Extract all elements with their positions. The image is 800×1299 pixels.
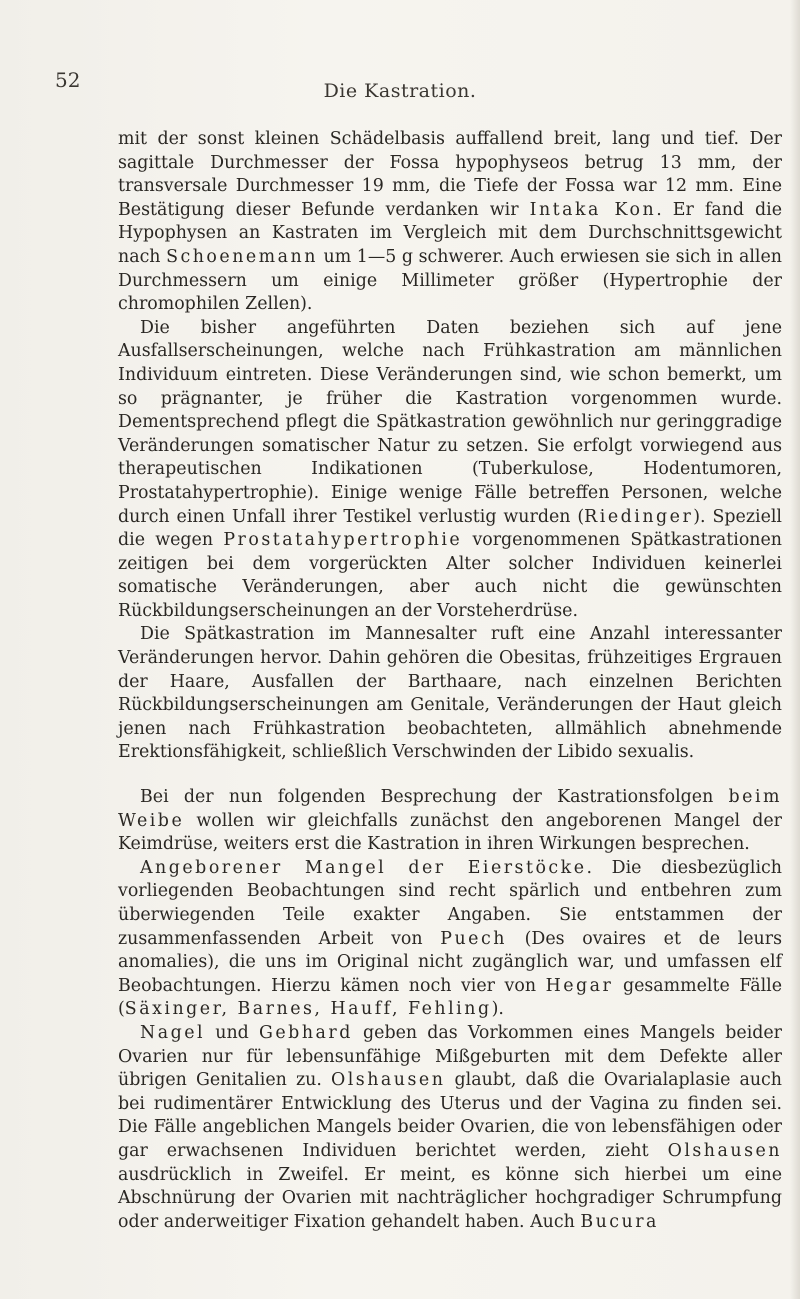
spaced-name: Prostatahypertrophie [223, 530, 463, 551]
text-run: Die bisher angeführten Daten beziehen sich auf jene Ausfallserscheinungen, welche nach Frühkastration am männlichen Individuum eintreten. Diese Veränderungen sind, wie schon bemerkt, um so prägnanter, je früher die Kastration vorgenommen wurde. Dementsprechend pflegt die Spätkastration gewöhnlich nur geringgradige Veränderungen somatischer Natur zu setzen. Sie erfolgt vorwiegend aus therapeutischen Indikationen (Tuberkulose, Hodentumoren, Prostatahypertrophie). Einige wenige Fälle betreffen Personen, welche durch einen Unfall ihrer Testikel verlustig wurden ( [118, 317, 782, 527]
page-edge-shadow [790, 0, 800, 1299]
paragraph [118, 128, 782, 317]
text-run: glaubt, daß die Ovarialaplasie auch bei rudimentärer Entwicklung des Uterus und der Vagina zu finden sei. Die Fälle angeblichen Mangels beider Ovarien, die von lebensfähigen oder gar erwachsenen Individuen berichtet werden, zieht [118, 1070, 782, 1161]
spaced-name: Hegar [545, 975, 614, 996]
text-run: ). Speziell die wegen [118, 506, 782, 551]
text-run: . Er fand die Hypophysen an Kastraten im Vergleich mit dem Durchschnittsgewicht nach [118, 199, 782, 267]
page-number: 52 [55, 68, 81, 92]
spaced-name: Riedinger [584, 506, 694, 527]
text-run: gesammelte Fälle ( [118, 975, 783, 1020]
text-run: wollen wir gleichfalls zunächst den angeborenen Mangel der Keimdrüse, weiters erst die Kastration in ihren Wirkungen besprechen. [118, 810, 782, 855]
spaced-name: Angeborener Mangel der Eierstöcke [140, 857, 587, 878]
text-run: Bei der nun folgenden Besprechung der Kastrationsfolgen [140, 787, 729, 808]
paragraph [118, 857, 782, 1022]
spaced-name: Intaka Kon [529, 199, 657, 220]
spaced-name: Bucura [580, 1211, 659, 1232]
spaced-name: Gebhard [259, 1022, 353, 1043]
spaced-name: Nagel [140, 1022, 206, 1043]
spaced-name: Säxinger, Barnes, Hauff, Fehling [124, 999, 492, 1020]
paragraph [118, 1022, 782, 1234]
text-run: und [205, 1022, 259, 1043]
text-run: (Des ovaires et de leurs anomalies), die uns im Original nicht zugänglich war, und umfassen elf Beobachtungen. Hierzu kämen noch vier von [118, 928, 782, 996]
text-run: mit der sonst kleinen Schädelbasis auffallend breit, lang und tief. Der sagittale Durchmesser der Fossa hypophyseos betrug 13 mm, der transversale Durchmesser 19 mm, die Tiefe der Fossa war 12 mm. Eine Bestätigung dieser Befunde verdanken wir [118, 129, 782, 220]
text-run: ). [491, 999, 504, 1020]
spaced-name: beim Weibe [118, 787, 782, 831]
text-run: . Die diesbezüglich vorliegenden Beobachtungen sind recht spärlich und entbehren zum überwiegenden Teile exakter Angaben. Sie entstammen der zusammenfassenden Arbeit von [118, 857, 782, 949]
spaced-name: Olshausen [667, 1140, 782, 1161]
paragraph [118, 623, 782, 765]
running-title: Die Kastration. [323, 80, 477, 102]
text-run: Die Spätkastration im Mannesalter ruft eine Anzahl interessanter Veränderungen hervor. Dahin gehören die Obesitas, frühzeitiges Ergrauen der Haare, Ausfallen der Barthaare, nach einzelnen Berichten Rückbildungserscheinungen am Genitale, Veränderungen der Haut gleich jenen nach Frühkastration beobachteten, allmählich abnehmende Erektionsfähigkeit, schließlich Verschwinden der Libido sexualis. [118, 624, 782, 763]
text-run: ausdrücklich in Zweifel. Er meint, es könne sich hierbei um eine Abschnürung der Ovarien mit nachträglicher hochgradiger Schrumpfung oder anderweitiger Fixation gehandelt haben. Auch [118, 1164, 782, 1232]
paragraph [118, 786, 782, 857]
body-text [118, 128, 782, 1234]
text-run: geben das Vorkommen eines Mangels beider Ovarien nur für lebensunfähige Mißgeburten mit dem Defekte aller übrigen Genitalien zu. [118, 1022, 782, 1091]
spaced-name: Schoenemann [166, 246, 318, 267]
paragraph [118, 317, 782, 624]
spaced-name: Olshausen [330, 1070, 446, 1091]
text-run: um 1—5 g schwerer. Auch erwiesen sie sich in allen Durchmessern um einige Millimeter größer (Hypertrophie der chromophilen Zellen). [118, 246, 782, 315]
spaced-name: Puech [440, 928, 507, 949]
text-run: vorgenommenen Spätkastrationen zeitigen bei dem vorgerückten Alter solcher Individuen keinerlei somatische Veränderungen, aber auch nicht die gewünschten Rückbildungserscheinungen an der Vorsteherdrüse. [118, 530, 782, 621]
